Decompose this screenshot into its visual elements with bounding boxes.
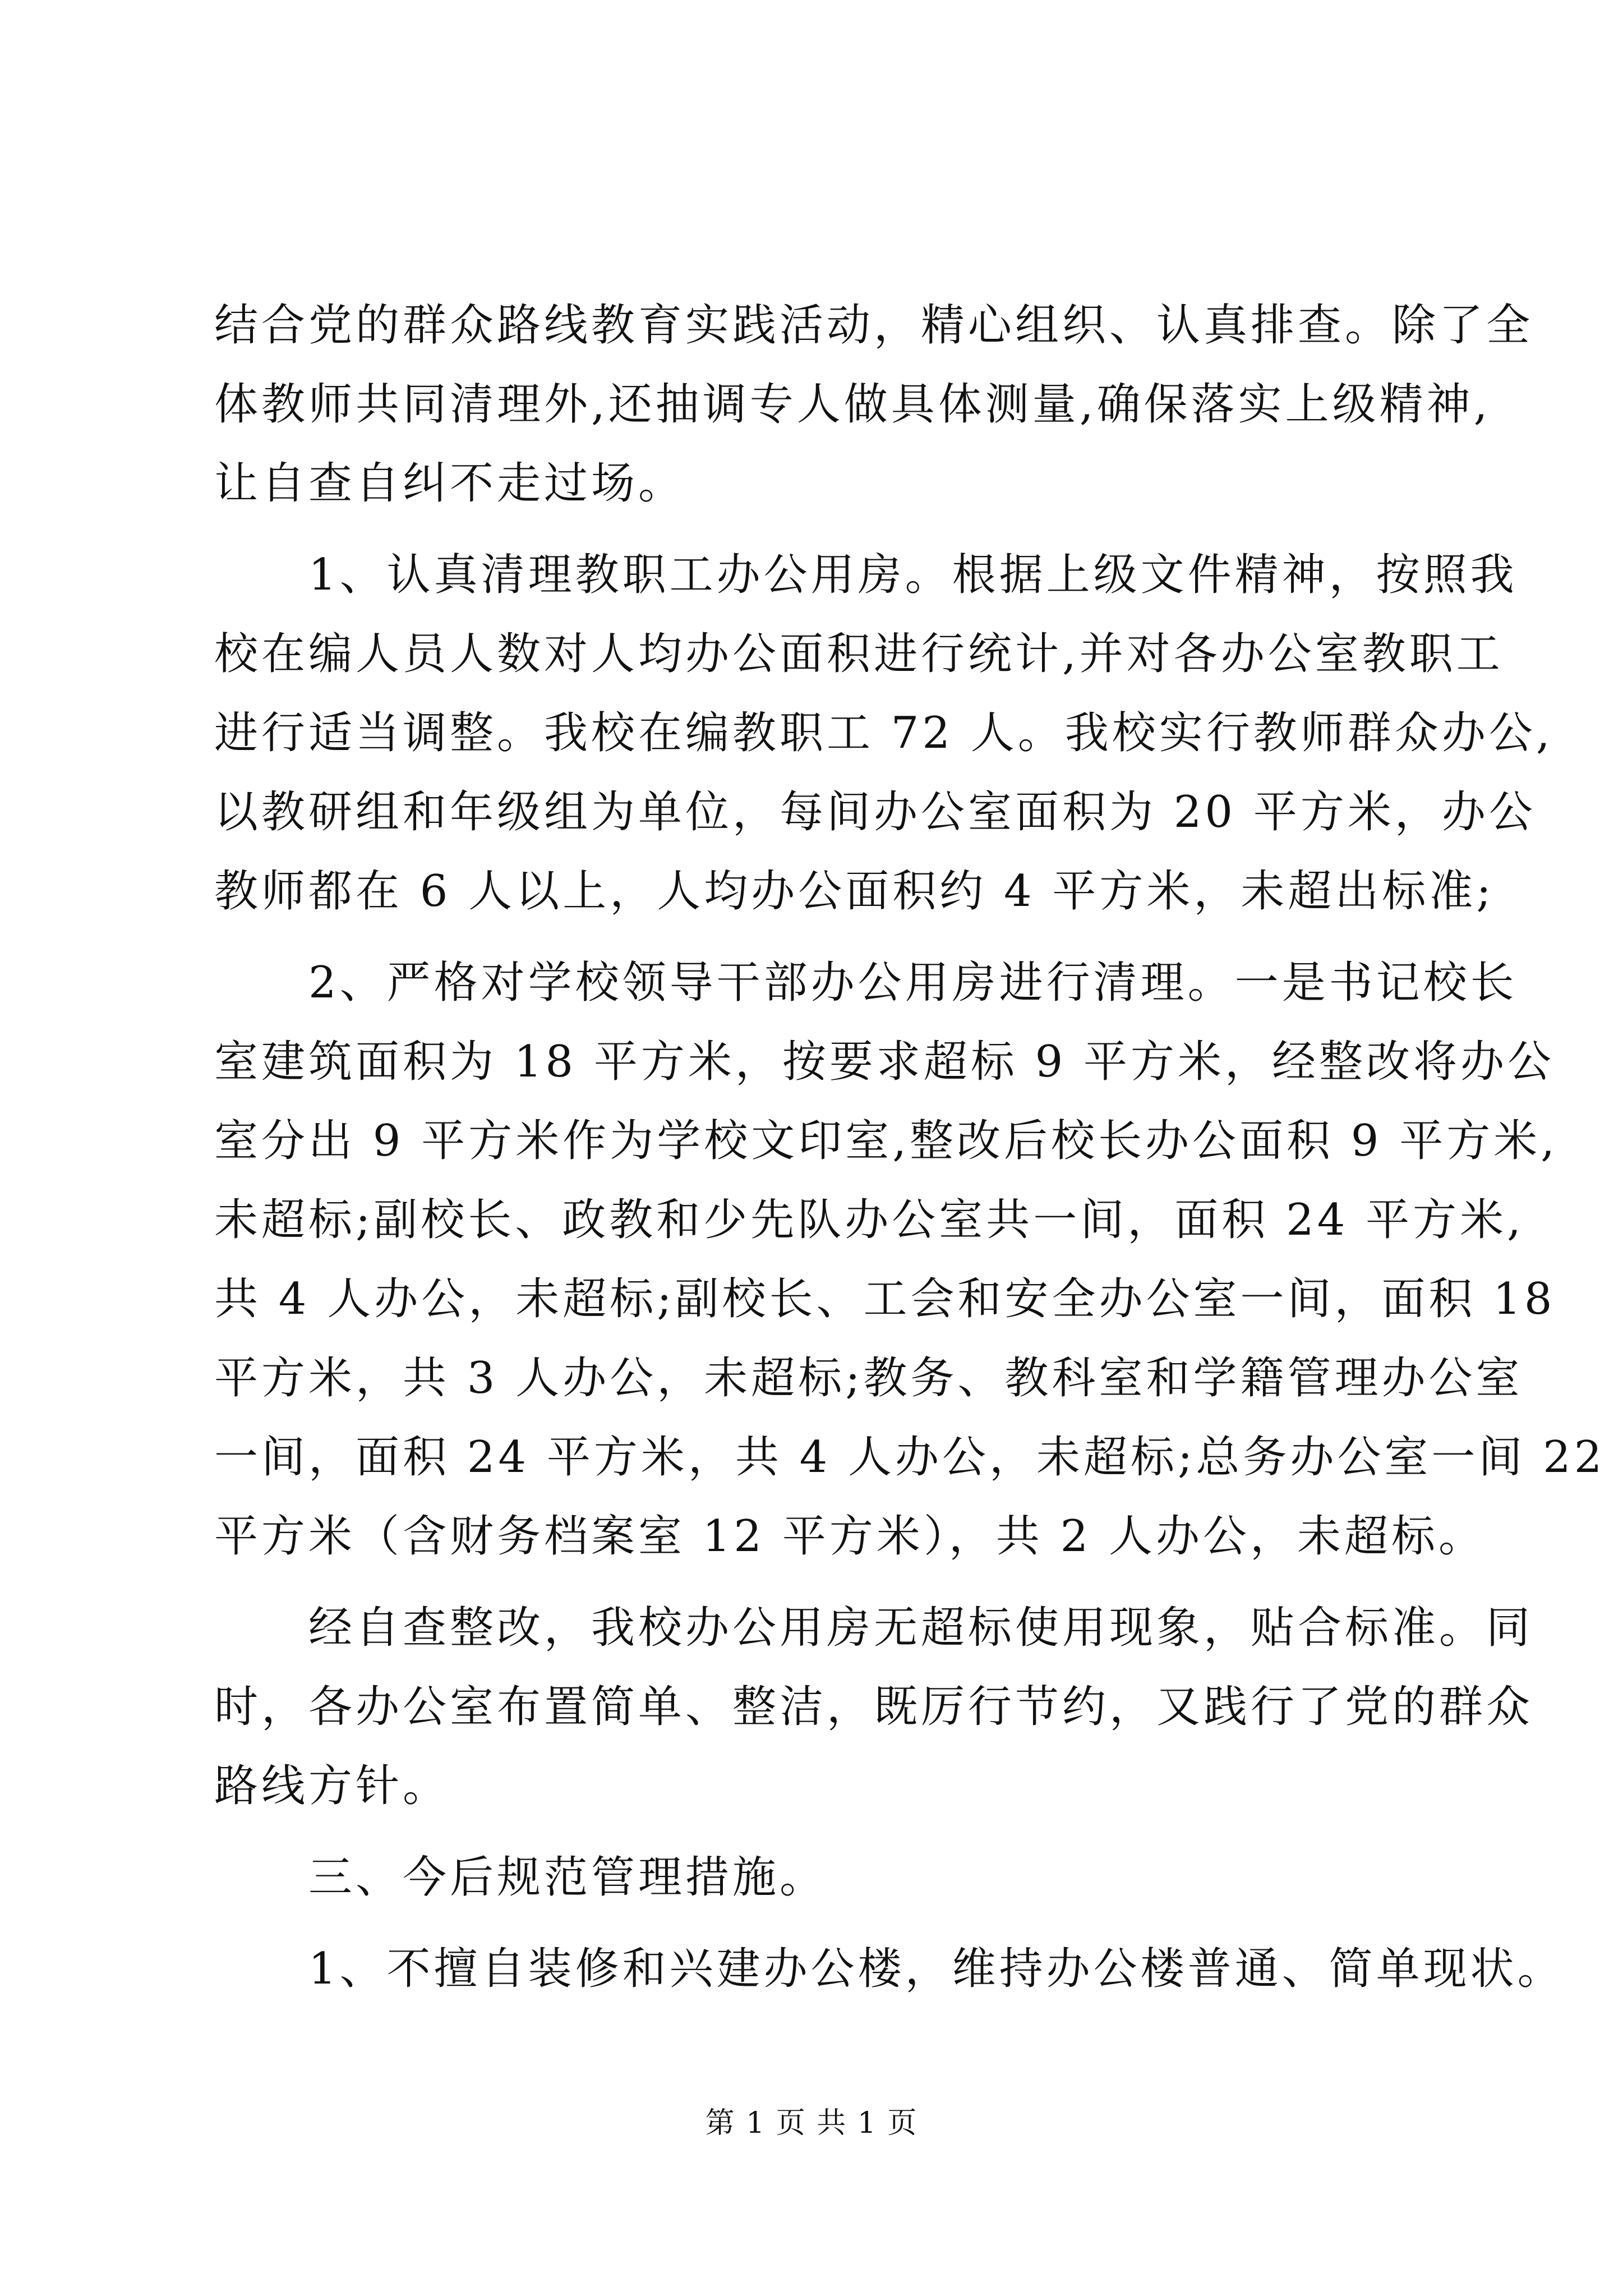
section-heading-future-measures [214,1838,1431,1917]
text-line: 路线方针。 [214,1761,450,1811]
text-line: 校在编人员人数对人均办公面积进行统计,并对各办公室教职工 [214,629,1504,679]
page-number-indicator: 第 1 页 共 1 页 [705,2106,918,2140]
text-line: 教师都在 6 人以上，人均办公面积约 4 平方米，未超出标准; [214,866,1495,917]
paragraph-intro [214,286,1534,523]
paragraph-measure-1 [214,1930,1565,2009]
text-line: 平方米，共 3 人办公，未超标;教务、教科室和学籍管理办公室 [214,1353,1523,1404]
text-line: 时，各办公室布置简单、整洁，既厉行节约，又践行了党的群众 [214,1682,1534,1732]
text-line: 以教研组和年级组为单位，每间办公室面积为 20 平方米，办公 [214,787,1536,838]
text-line: 2、严格对学校领导干部办公用房进行清理。一是书记校长 [308,958,1518,1008]
document-body [214,286,1606,2009]
text-line: 室分出 9 平方米作为学校文印室,整改后校长办公面积 9 平方米, [214,1116,1559,1166]
text-line: 让自查自纠不走过场。 [214,458,686,509]
text-line: 室建筑面积为 18 平方米，按要求超标 9 平方米，经整改将办公 [214,1037,1555,1087]
text-line: 体教师共同清理外,还抽调专人做具体测量,确保落实上级精神, [214,379,1491,430]
text-line: 经自查整改，我校办公用房无超标使用现象，贴合标准。同 [308,1603,1534,1653]
paragraph-item-2-leader-offices [214,944,1606,1576]
text-line: 1、不擅自装修和兴建办公楼，维持办公楼普通、简单现状。 [308,1944,1565,1994]
text-line: 共 4 人办公，未超标;副校长、工会和安全办公室一间，面积 18 [214,1274,1556,1324]
paragraph-item-1-staff-offices [214,536,1553,931]
paragraph-self-inspection-result [214,1589,1534,1826]
text-line: 进行适当调整。我校在编教职工 72 人。我校实行教师群众办公, [214,708,1553,758]
text-line: 三、今后规范管理措施。 [308,1852,827,1903]
text-line: 平方米（含财务档案室 12 平方米），共 2 人办公，未超标。 [214,1511,1486,1562]
text-line: 1、认真清理教职工办公用房。根据上级文件精神，按照我 [308,550,1518,600]
text-line: 未超标;副校长、政教和少先队办公室共一间，面积 24 平方米, [214,1195,1524,1245]
page-footer [0,2104,1623,2143]
text-line: 一间，面积 24 平方米，共 4 人办公，未超标;总务办公室一间 22 [214,1432,1606,1483]
text-line: 结合党的群众路线教育实践活动，精心组织、认真排查。除了全 [214,300,1534,351]
